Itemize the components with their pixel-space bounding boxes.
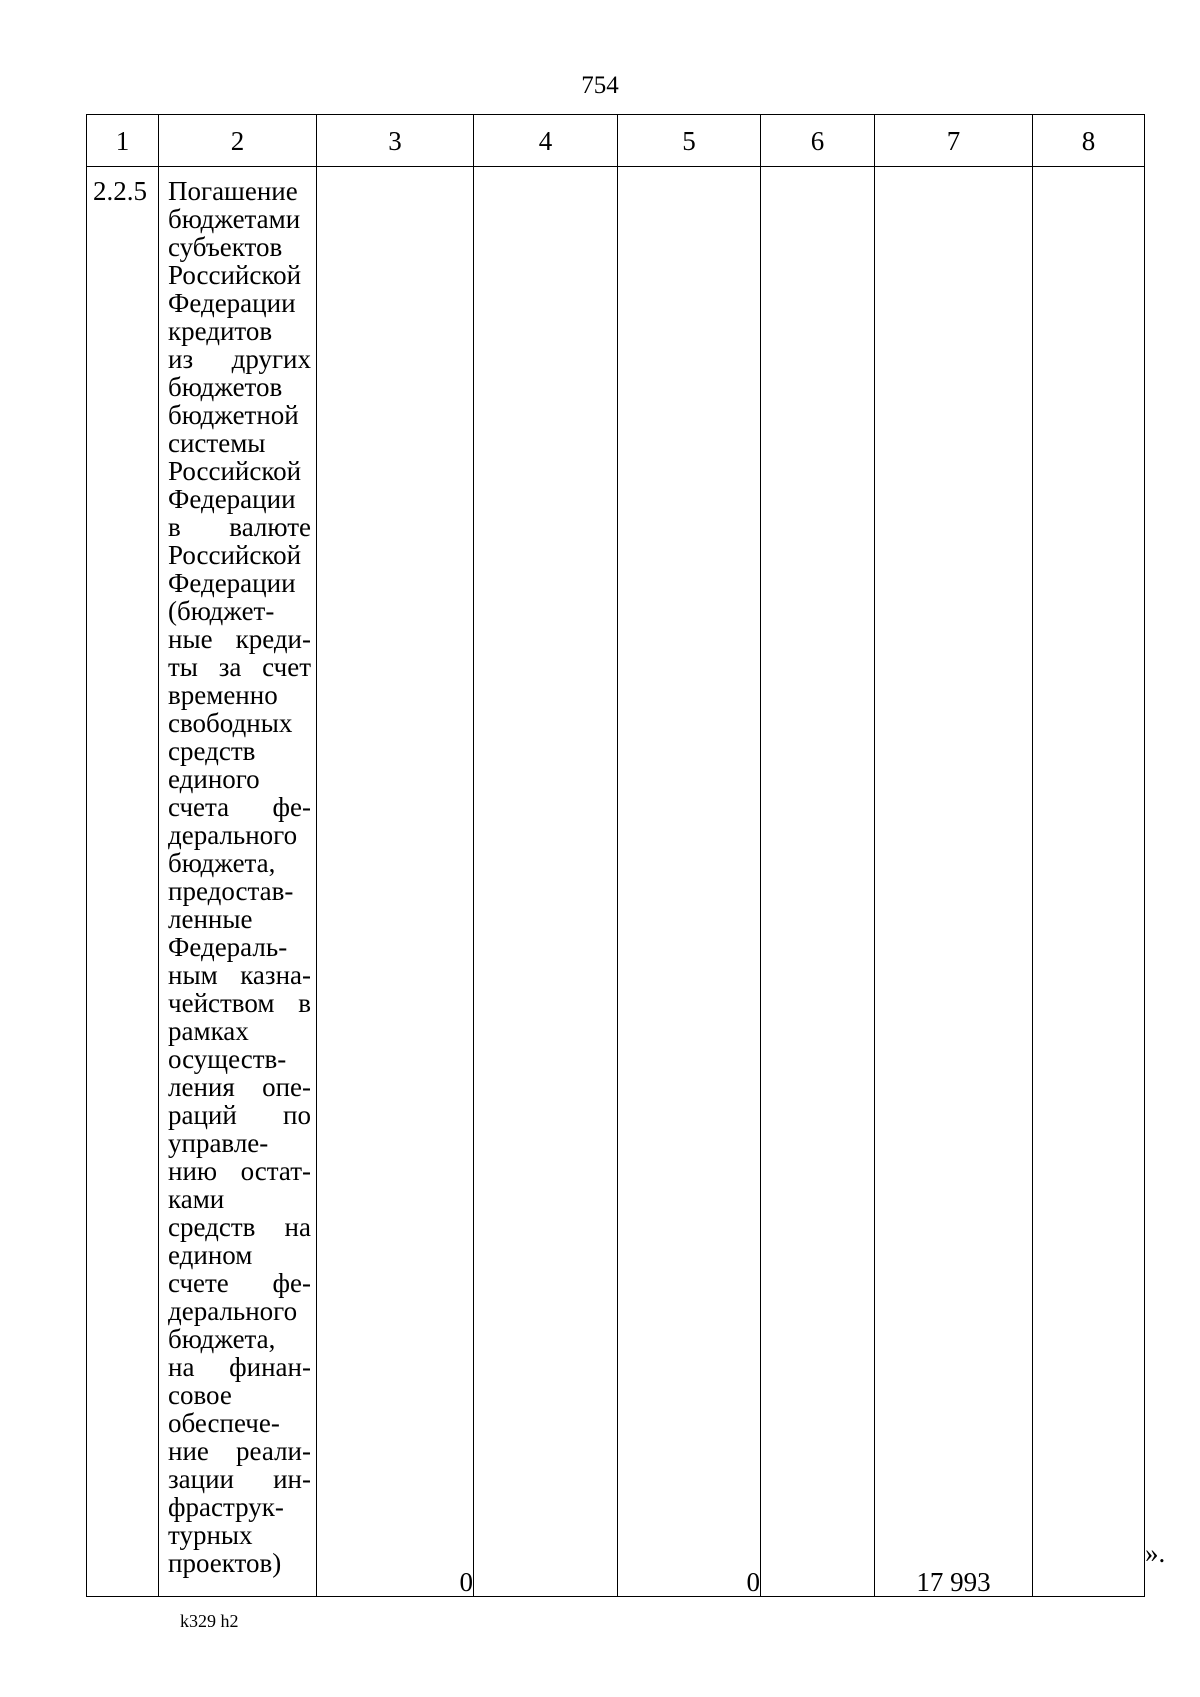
description-line: ления опе- [168,1072,311,1102]
row-description [159,167,317,1597]
description-line: фраструк- [168,1492,284,1522]
description-line: из других [168,344,311,374]
column-header-7: 7 [875,115,1033,167]
column-header-2: 2 [159,115,317,167]
closing-quote: ». [1145,1538,1166,1568]
cell-col4 [474,167,618,1597]
column-header-5: 5 [618,115,761,167]
page-number: 754 [581,72,619,99]
description-line: управле- [168,1128,269,1158]
description-line: совое [168,1380,232,1410]
description-line: едином [168,1240,253,1270]
description-line: Погашение [168,176,298,206]
description-line: нию остат- [168,1156,311,1186]
description-line: зации ин- [168,1464,311,1494]
description-line: Федерации [168,484,296,514]
column-header-8: 8 [1033,115,1145,167]
description-line: (бюджет- [168,596,275,626]
description-line: кредитов [168,316,273,346]
cell-col6 [761,167,875,1597]
description-line: бюджета, [168,1324,276,1354]
description-line: ние реали- [168,1436,311,1466]
description-line: ленные [168,904,253,934]
description-line: ты за счет [168,652,311,682]
description-line: Российской [168,456,302,486]
description-line: Федераль- [168,932,288,962]
description-line: субъектов [168,232,283,262]
cell-col3: 0 [317,167,474,1597]
description-line: бюджетами [168,204,301,234]
description-line: бюджетов [168,372,283,402]
description-line: ками [168,1184,225,1214]
cell-col7-value: 17 993 [916,1567,991,1597]
cell-col8 [1033,167,1145,1597]
description-line: раций по [168,1100,311,1130]
cell-col7 [875,167,1033,1597]
description-line: обеспече- [168,1408,280,1438]
description-line: единого [168,764,260,794]
cell-col5: 0 [618,167,761,1597]
column-header-3: 3 [317,115,474,167]
column-header-6: 6 [761,115,875,167]
description-line: в валюте [168,512,311,542]
description-line: системы [168,428,266,458]
description-line: турных [168,1520,253,1550]
footer-code: k329 h2 [180,1611,239,1631]
description-line: счета фе- [168,792,311,822]
table-row [87,167,1145,1597]
description-line: Российской [168,540,302,570]
description-line: свободных [168,708,293,738]
description-line: счете фе- [168,1268,311,1298]
header-row [87,115,1145,167]
description-line: рамках [168,1016,249,1046]
budget-table [86,114,1145,1597]
description-line: Федерации [168,288,296,318]
description-line: бюджетной [168,400,299,430]
description-line: осуществ- [168,1044,287,1074]
description-line: дерального [168,820,298,850]
description-line: дерального [168,1296,298,1326]
description-line: средств [168,736,256,766]
description-text [168,177,311,1577]
row-number: 2.2.5 [87,167,159,1597]
description-line: Федерации [168,568,296,598]
description-line: временно [168,680,278,710]
description-line: предостав- [168,876,294,906]
description-line: ные креди- [168,624,311,654]
description-line: на финан- [168,1352,311,1382]
column-header-4: 4 [474,115,618,167]
description-line: ным казна- [168,960,311,990]
description-line: чейством в [168,988,311,1018]
description-line: Российской [168,260,302,290]
description-line: проектов) [168,1548,282,1578]
column-header-1: 1 [87,115,159,167]
description-line: средств на [168,1212,311,1242]
description-line: бюджета, [168,848,276,878]
